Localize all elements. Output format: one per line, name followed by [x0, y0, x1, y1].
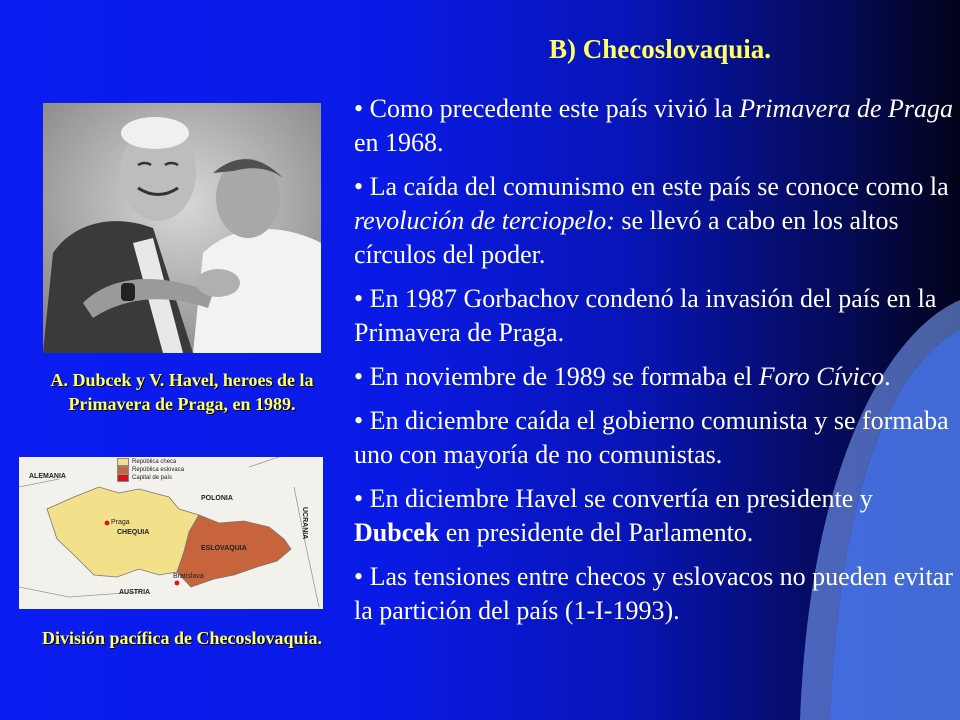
photo-caption: A. Dubcek y V. Havel, heroes de la Primavera de Praga, en 1989.: [50, 370, 314, 414]
map-czechoslovakia: [19, 457, 323, 609]
legend-item: Capital de país: [117, 474, 184, 482]
label-czech: CHEQUIA: [117, 529, 150, 536]
photo-dubcek-havel: [43, 103, 321, 353]
label-poland: POLONIA: [201, 495, 233, 502]
bullet-item: • En noviembre de 1989 se formaba el Foro Cívico.: [354, 362, 891, 391]
bullet-item: • Como precedente este país vivió la Primavera de Praga en 1968.: [354, 94, 954, 157]
bullet-item: • En diciembre Havel se convertía en presidente y Dubcek en presidente del Parlamento.: [354, 484, 873, 547]
legend-item: República checa: [117, 458, 184, 466]
label-germany: ALEMANIA: [29, 473, 66, 480]
prague-marker: [105, 521, 110, 526]
label-ukraine: UCRANIA: [301, 507, 308, 540]
bullet-list: [354, 92, 954, 638]
bratislava-marker: [175, 581, 180, 586]
map-legend: [117, 458, 184, 482]
label-austria: AUSTRIA: [119, 589, 151, 596]
slide-title: B) Checoslovaquia.: [548, 34, 772, 64]
bullet-item: • La caída del comunismo en este país se conoce como la revolución de terciopelo: se llevó a cabo en los altos círculos del poder.: [354, 172, 949, 269]
legend-item: República eslovaca: [117, 466, 184, 474]
label-bratislava: Bratislava: [173, 573, 204, 580]
label-slovakia: ESLOVAQUIA: [201, 545, 247, 552]
map-caption: División pacífica de Checoslovaquia.: [41, 628, 323, 648]
bullet-item: • Las tensiones entre checos y eslovacos no pueden evitar la partición del país (1-I-1993).: [354, 562, 953, 625]
label-prague: Praga: [111, 519, 130, 526]
bullet-item: • En diciembre caída el gobierno comunista y se formaba uno con mayoría de no comunistas.: [354, 406, 949, 469]
bullet-item: • En 1987 Gorbachov condenó la invasión del país en la Primavera de Praga.: [354, 284, 937, 347]
